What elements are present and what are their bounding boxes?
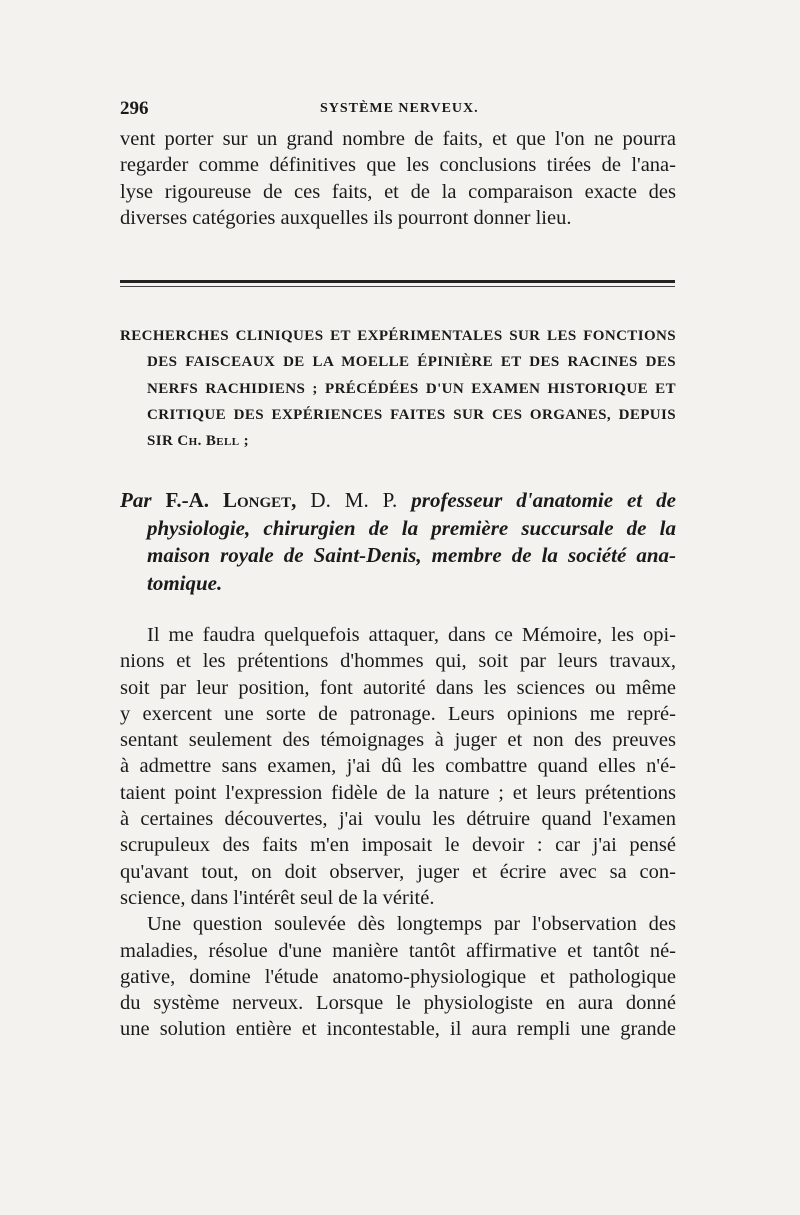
byline-line: physiologie, chirurgien de la première succursale de la [147, 515, 676, 540]
byline-line: tomique. [147, 570, 223, 595]
memoir-title [120, 323, 676, 454]
text-line: y exercent une sorte de patronage. Leurs opinions me repré- [120, 702, 676, 725]
page-header [120, 98, 674, 122]
section-divider-thick [120, 280, 675, 283]
text-line: à admettre sans examen, j'ai dû les combattre quand elles n'é- [120, 755, 676, 778]
continuation-paragraph [120, 126, 676, 231]
title-line: DES FAISCEAUX DE LA MOELLE ÉPINIÈRE ET DES RACINES DES [147, 354, 676, 371]
author-degree: D. M. P. [310, 488, 398, 512]
title-bell-name: Ch. Bell [177, 433, 240, 450]
text-line: gative, domine l'étude anatomo-physiologique et pathologique [120, 965, 676, 988]
text-line: scrupuleux des faits m'en imposait le devoir : car j'ai pensé [120, 834, 676, 857]
title-semicolon: ; [239, 433, 250, 450]
byline-line1-rest: professeur d'anatomie et de [411, 488, 676, 512]
section-divider-thin [120, 286, 675, 287]
text-line: Il me faudra quelquefois attaquer, dans ce Mémoire, les opi- [147, 624, 676, 646]
author-byline [120, 487, 676, 597]
author-name: F.-A. Longet, [165, 488, 297, 512]
text-line: diverses catégories auxquelles ils pourront donner lieu. [120, 206, 572, 229]
text-line: soit par leur position, font autorité dans les sciences ou même [120, 676, 676, 699]
text-line: lyse rigoureuse de ces faits, et de la comparaison exacte des [120, 180, 676, 203]
title-line: CRITIQUE DES EXPÉRIENCES FAITES SUR CES ORGANES, DEPUIS [147, 406, 676, 423]
text-line: regarder comme définitives que les conclusions tirées de l'ana- [120, 154, 676, 177]
title-line-last [120, 428, 676, 454]
body-paragraphs [120, 622, 676, 1043]
text-line: vent porter sur un grand nombre de faits, et que l'on ne pourra [120, 128, 676, 150]
byline-line [120, 487, 676, 515]
text-line: science, dans l'intérêt seul de la vérité. [120, 886, 435, 909]
running-head: SYSTÈME NERVEUX. [320, 101, 479, 116]
text-line: à certaines découvertes, j'ai voulu les détruire quand l'examen [120, 808, 676, 831]
text-line: du système nerveux. Lorsque le physiologiste en aura donné [120, 992, 676, 1015]
title-line: RECHERCHES CLINIQUES ET EXPÉRIMENTALES SUR LES FONCTIONS [120, 328, 676, 344]
text-line: sentant seulement des témoignages à juger et non des preuves [120, 729, 676, 752]
title-line: NERFS RACHIDIENS ; PRÉCÉDÉES D'UN EXAMEN HISTORIQUE ET [147, 380, 676, 397]
text-line: nions et les prétentions d'hommes qui, soit par leurs travaux, [120, 650, 676, 673]
text-line: qu'avant tout, on doit observer, juger et écrire avec sa con- [120, 860, 676, 883]
title-sir: SIR [147, 433, 174, 450]
byline-line: maison royale de Saint-Denis, membre de la société ana- [147, 543, 676, 567]
text-line: Une question soulevée dès longtemps par l'observation des [147, 913, 676, 936]
text-line: taient point l'expression fidèle de la nature ; et leurs prétentions [120, 781, 676, 804]
page-number: 296 [120, 98, 149, 119]
text-line: maladies, résolue d'une manière tantôt affirmative et tantôt né- [120, 939, 676, 962]
byline-par: Par [120, 488, 152, 512]
text-line: une solution entière et incontestable, il aura rempli une grande [120, 1018, 676, 1041]
